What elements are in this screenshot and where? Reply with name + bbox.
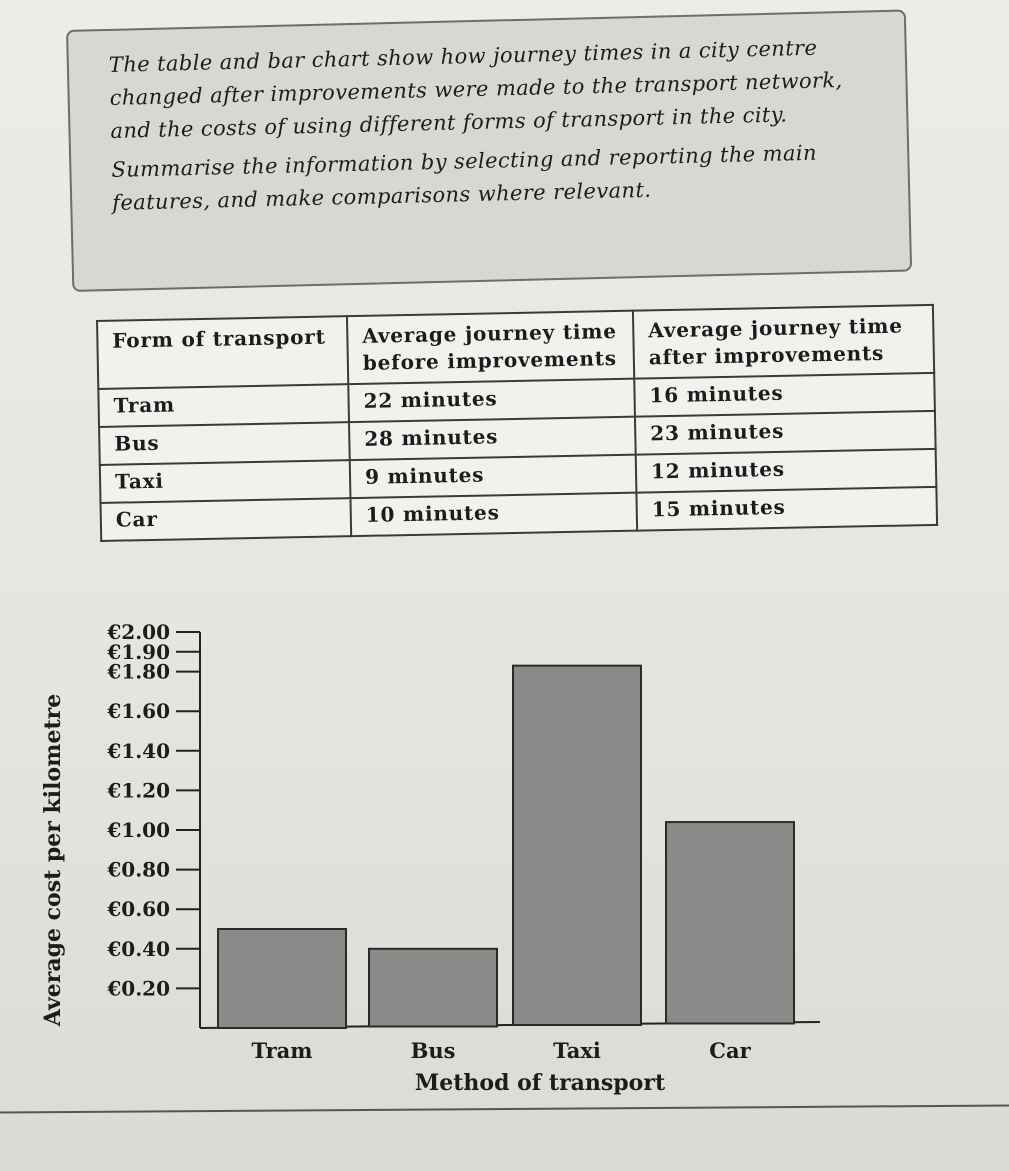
x-tick-label: Bus xyxy=(410,1038,456,1063)
table-cell-before: 10 minutes xyxy=(350,493,637,536)
table-cell-before: 28 minutes xyxy=(349,417,636,460)
y-axis-title: Average cost per kilometre xyxy=(40,693,66,1027)
journey-time-table-wrap xyxy=(96,304,938,542)
table-cell-mode: Car xyxy=(101,498,352,541)
table-cell-after: 23 minutes xyxy=(635,411,936,455)
y-tick-label: €0.80 xyxy=(107,857,170,882)
task-prompt-box xyxy=(66,9,912,291)
y-tick-label: €1.90 xyxy=(107,639,170,664)
table-cell-after: 16 minutes xyxy=(634,373,935,417)
y-tick-label: €1.80 xyxy=(107,659,170,684)
column-header: Average journey time after improvements xyxy=(633,305,934,379)
table-cell-mode: Tram xyxy=(98,384,349,427)
journey-time-table xyxy=(96,304,938,542)
bar-car xyxy=(666,822,794,1023)
y-tick-label: €1.40 xyxy=(107,738,170,763)
x-tick-label: Tram xyxy=(251,1038,313,1063)
x-tick-label: Car xyxy=(709,1038,751,1063)
column-header: Average journey time before improvements xyxy=(347,311,634,384)
table-cell-before: 22 minutes xyxy=(348,379,635,422)
table-cell-before: 9 minutes xyxy=(350,455,637,498)
task-instruction: Summarise the information by selecting and reporting the main features, and make comparisons where relevant. xyxy=(111,140,818,215)
y-tick-label: €1.00 xyxy=(107,818,170,842)
bar-bus xyxy=(369,949,497,1027)
y-tick-label: €0.20 xyxy=(107,976,170,1001)
y-tick-label: €0.40 xyxy=(107,936,170,961)
bar-tram xyxy=(218,929,346,1028)
y-tick-label: €0.60 xyxy=(107,897,170,922)
cost-bar-chart xyxy=(0,600,1009,1120)
bar-taxi xyxy=(513,666,641,1025)
x-tick-label: Taxi xyxy=(553,1038,601,1063)
column-header: Form of transport xyxy=(97,316,348,389)
table-cell-mode: Taxi xyxy=(100,460,351,503)
table-cell-mode: Bus xyxy=(99,422,350,465)
task-description: The table and bar chart show how journey times in a city centre changed after improvements were made to the transport network, and the costs of using different forms of transport in the city. xyxy=(108,35,843,143)
y-tick-label: €2.00 xyxy=(107,620,170,644)
y-tick-label: €1.60 xyxy=(107,699,170,724)
table-cell-after: 12 minutes xyxy=(636,449,937,493)
x-axis-title: Method of transport xyxy=(414,1070,666,1096)
cost-bar-chart-svg xyxy=(0,600,1009,1120)
table-cell-after: 15 minutes xyxy=(636,487,937,531)
y-tick-label: €1.20 xyxy=(107,778,170,803)
